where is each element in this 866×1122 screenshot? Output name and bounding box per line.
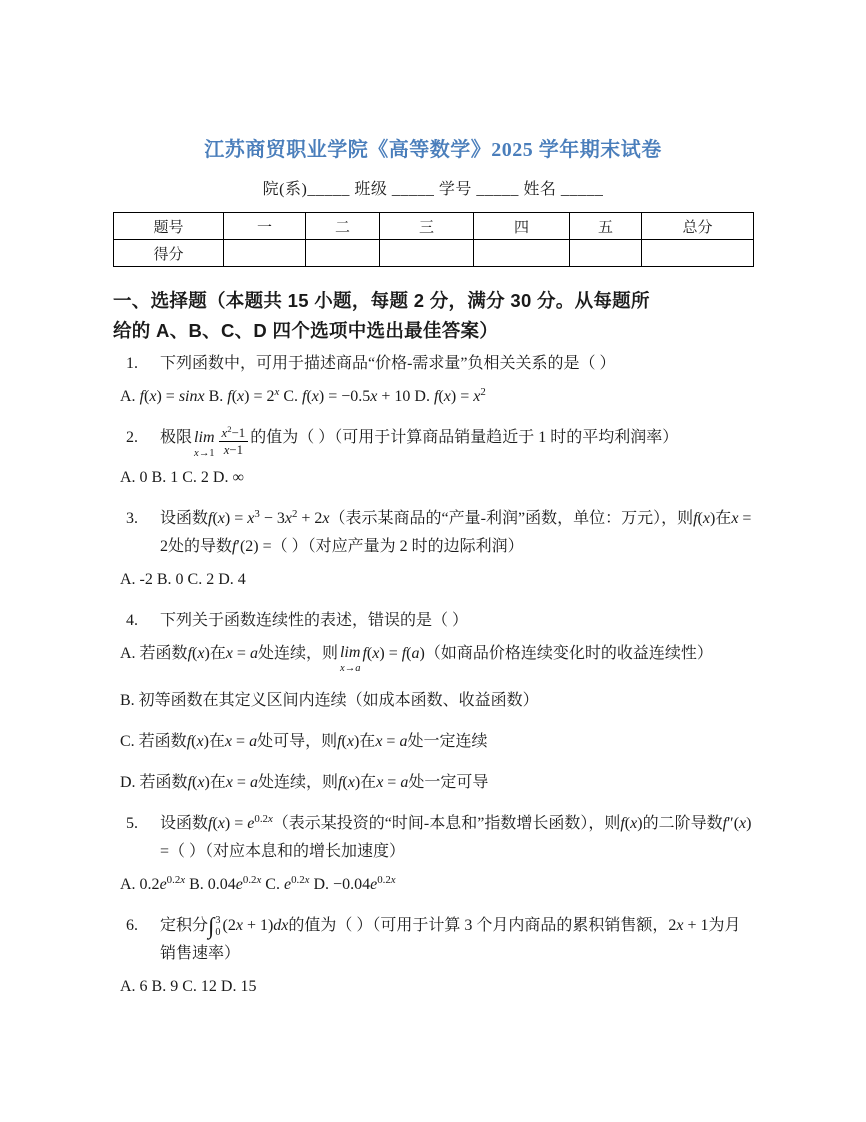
- score-table-header-cell: 五: [570, 213, 642, 240]
- question-3: [113, 505, 753, 594]
- section-heading-line: 一、选择题（本题共 15 小题，每题 2 分，满分 30 分。从每题所: [113, 290, 650, 311]
- question-5: [113, 810, 753, 899]
- question-4-option-b: B. 初等函数在其定义区间内连续（如成本函数、收益函数）: [120, 692, 539, 710]
- question-1-stem: 下列函数中，可用于描述商品“价格-需求量”负相关关系的是（ ）: [160, 355, 616, 372]
- question-2-stem: 极限 lim x→1 $\frac{x^2-1}{x-1}$ 的值为（ ）（可用于计算商品销量趋近于 1 时的平均利润率）: [160, 424, 679, 459]
- question-3-stem: 设函数$f(x) = x^3 - 3x^2 + 2x$（表示某商品的“产量-利润”函数，单位：万元），则f(x)在x = 2处的导数f′(2) =（ ）（对应产量为 2 时的边际利润）: [160, 507, 752, 555]
- question-5-options: A. $0.2e^{0.2x}$ B. $0.04e^{0.2x}$ C. $e^{0.2x}$ D. $-0.04e^{0.2x}$: [120, 874, 396, 894]
- section-one-heading: [113, 286, 753, 346]
- question-4-stem: 下列关于函数连续性的表述，错误的是（ ）: [160, 611, 469, 629]
- score-cell: [380, 240, 474, 267]
- question-list: [113, 350, 753, 1001]
- question-2: [113, 424, 753, 492]
- score-table-header-cell: 三: [380, 213, 474, 240]
- question-3-number: 3.: [126, 509, 138, 527]
- page-title: 江苏商贸职业学院《高等数学》2025 学年期末试卷: [204, 139, 662, 161]
- question-2-stem-row: [113, 424, 753, 459]
- question-6-stem: 定积分∫ 3 0 (2x + 1)dx的值为（ ）（可用于计算 3 个月内商品的累积销售额，2x + 1为月销售速率）: [160, 913, 741, 963]
- question-1-options: A. f(x) = sinx B. $f(x) = 2^x$ C. f(x) = −0.5x + 10 D. $f(x) = x^2$: [120, 386, 486, 405]
- question-6-number: 6.: [126, 917, 138, 935]
- question-6: [113, 912, 753, 1001]
- score-table-header-cell: 一: [224, 213, 306, 240]
- score-table-header-cell: 题号: [114, 213, 224, 240]
- score-table-header-cell: 二: [306, 213, 380, 240]
- section-heading-line: 给的 A、B、C、D 四个选项中选出最佳答案）: [113, 320, 499, 341]
- score-table-header-cell: 四: [474, 213, 570, 240]
- score-table: [113, 212, 754, 267]
- question-1-stem-row: [113, 350, 753, 378]
- question-4-number: 4.: [126, 611, 138, 629]
- score-cell: [642, 240, 754, 267]
- question-2-options: A. 0 B. 1 C. 2 D. ∞: [120, 468, 244, 486]
- question-3-stem-row: [113, 505, 753, 561]
- question-4-option-d: D. 若函数f(x)在x = a处连续，则f(x)在x = a处一定可导: [120, 774, 489, 792]
- question-6-options: A. 6 B. 9 C. 12 D. 15: [120, 978, 257, 996]
- score-cell: [306, 240, 380, 267]
- question-3-options: A. -2 B. 0 C. 2 D. 4: [120, 570, 246, 588]
- score-table-header-cell: 总分: [642, 213, 754, 240]
- question-5-number: 5.: [126, 815, 138, 833]
- score-table-header-row: [114, 213, 754, 240]
- question-2-number: 2.: [126, 429, 138, 446]
- question-4-option-a: A. 若函数f(x)在x = a处连续，则 lim x→a f(x) = f(a)（如商品价格连续变化时的收益连续性）: [120, 644, 713, 675]
- question-4-option-c: C. 若函数f(x)在x = a处可导，则f(x)在x = a处一定连续: [120, 733, 488, 751]
- question-1: [113, 350, 753, 411]
- question-1-number: 1.: [126, 355, 138, 372]
- score-cell: [474, 240, 570, 267]
- question-4-stem-row: [113, 607, 753, 635]
- question-4: [113, 607, 753, 798]
- question-5-stem-row: [113, 810, 753, 866]
- exam-document: [113, 0, 753, 1001]
- question-5-stem: 设函数$f(x) = e^{0.2x}$（表示某投资的“时间-本息和”指数增长函数），则f(x)的二阶导数f″(x) =（ ）（对应本息和的增长加速度）: [160, 813, 752, 861]
- score-cell: [224, 240, 306, 267]
- score-row-label: 得分: [114, 240, 224, 267]
- score-table-score-row: [114, 240, 754, 267]
- question-6-stem-row: [113, 912, 753, 968]
- score-cell: [570, 240, 642, 267]
- student-info-line: 院(系)_____ 班级 _____ 学号 _____ 姓名 _____: [262, 181, 604, 198]
